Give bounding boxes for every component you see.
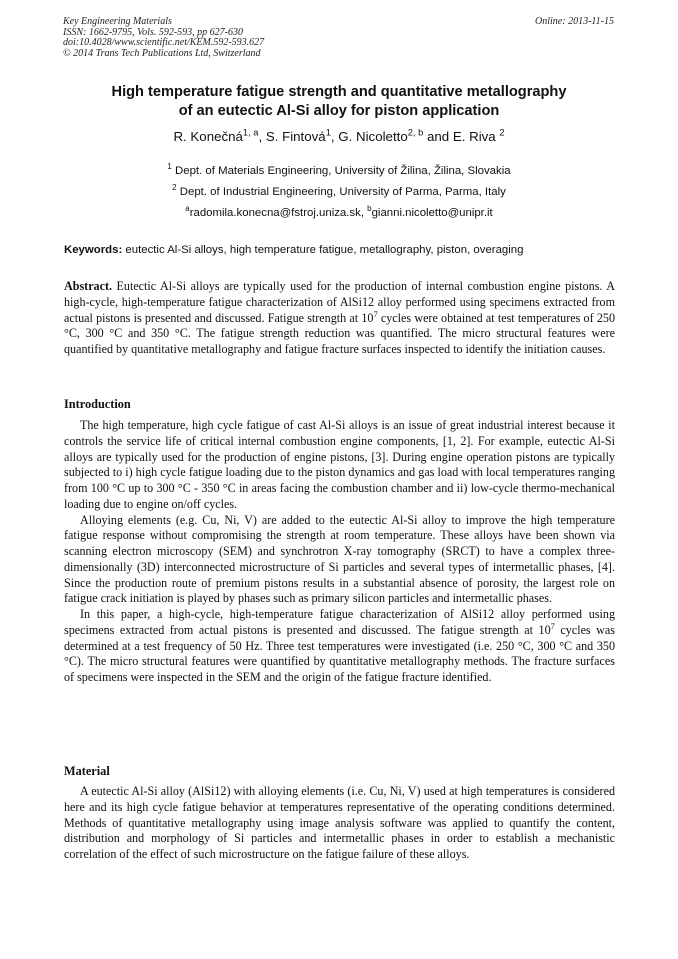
author-fintova: S. Fintová bbox=[265, 129, 326, 144]
abstract-text: Eutectic Al-Si alloys are typically used for the production of internal combustion engine pistons. A high-cycle, high-temperature fatigue characterization of AlSi12 alloy performed using specimens extracted from actual pistons is presented and discussed. Fatigue strength at 10 bbox=[64, 279, 615, 325]
author-sup: 1, a bbox=[242, 127, 259, 138]
keywords-text: eutectic Al-Si alloys, high temperature fatigue, metallography, piston, overaging bbox=[122, 244, 524, 256]
intro-paragraph-3 bbox=[64, 607, 615, 686]
affiliation-text: Dept. of Industrial Engineering, University of Parma, Parma, Italy bbox=[176, 186, 506, 198]
section-heading-material: Material bbox=[64, 764, 110, 778]
affiliation-text: Dept. of Materials Engineering, University of Žilina, Žilina, Slovakia bbox=[171, 165, 511, 177]
exponent: 7 bbox=[550, 620, 555, 631]
intro-paragraph-2: Alloying elements (e.g. Cu, Ni, V) are added to the eutectic Al-Si alloy to improve the high temperature fatigue response without compromising the strength at room temperature. These alloys have been shown via scanning electron microscopy (SEM) and synchrotron X-ray tomography (SRCT) to have a complex three-dimensionally (3D) interconnected microstructure of Si particles and several types of intermetallic phases, [4]. Since the production route of premium pistons results in a substantial absence of porosity, the largest role on fatigue crack initiation is played by phases such as primary silicon particles and intermetallic phases. bbox=[64, 512, 615, 606]
abstract-label: Abstract. bbox=[64, 279, 113, 293]
email-konecna: radomila.konecna@fstroj.uniza.sk, bbox=[189, 207, 368, 219]
author-list bbox=[40, 129, 638, 144]
email-sup: b bbox=[367, 204, 372, 214]
affiliation-1 bbox=[40, 162, 638, 177]
material-paragraph-1: A eutectic Al-Si alloy (AlSi12) with alloying elements (i.e. Cu, Ni, V) used at high temperatures is considered here and its high cycle fatigue behavior at temperatures representative of the operating conditions determined. Methods of quantitative metallography using image analysis software was applied to quantify the content, distribution and morphology of Si particles and intermetallic phases in order to establish a mechanistic correlation of the effect of such microstructure on the fatigue failure of these alloys. bbox=[64, 784, 615, 861]
intro-paragraph-1: The high temperature, high cycle fatigue of cast Al-Si alloys is an issue of great industrial interest because it controls the service life of critical internal combustion engine components, [1, 2]. For example, eutectic Al-Si alloys are typically used for the production of engine pistons, [3]. During engine operation pistons are typically subjected to i) high cycle fatigue loading due to the piston dynamics and gas load with local temperatures ranging from 100 °C up to 300 °C - 350 °C in areas facing the combustion chamber and ii) low-cycle thermo-mechanical loading due to engine on/off cycles. bbox=[64, 418, 615, 511]
email-nicoletto: gianni.nicoletto@unipr.it bbox=[371, 207, 493, 219]
journal-header bbox=[63, 17, 264, 59]
copyright-line: © 2014 Trans Tech Publications Ltd, Switzerland bbox=[63, 47, 261, 59]
journal-name: Key Engineering Materials bbox=[63, 16, 172, 27]
abstract-text: cycles were obtained at test temperatures of 250 °C, 300 °C and 350 °C. The fatigue strength reduction was quantified. The micro structural features were quantified by quantitative metallography and fatigue fracture surfaces inspected to identify the initiation causes. bbox=[64, 310, 615, 356]
material-body bbox=[64, 784, 615, 863]
author-riva: E. Riva bbox=[452, 129, 496, 144]
online-date: Online: 2013-11-15 bbox=[535, 16, 614, 27]
keywords bbox=[64, 244, 624, 256]
section-heading-introduction: Introduction bbox=[64, 397, 131, 411]
author-separator: , bbox=[258, 129, 266, 144]
author-sup: 2 bbox=[499, 127, 505, 138]
introduction-body bbox=[64, 418, 615, 686]
title-line-1: High temperature fatigue strength and quantitative metallography bbox=[111, 84, 567, 100]
author-nicoletto: G. Nicoletto bbox=[338, 129, 408, 144]
author-sup: 1 bbox=[325, 127, 331, 138]
author-separator: and bbox=[423, 129, 453, 144]
affiliation-sup: 2 bbox=[172, 183, 177, 193]
author-emails bbox=[40, 204, 638, 219]
author-separator: , bbox=[330, 129, 339, 144]
author-konecna: R. Konečná bbox=[173, 129, 243, 144]
affiliation-sup: 1 bbox=[167, 162, 172, 172]
paragraph-text: In this paper, a high-cycle, high-temperature fatigue characterization of AlSi12 alloy performed using specimens extracted from actual pistons is presented and discussed. The fatigue strength at 10 bbox=[64, 607, 615, 637]
doi-line: doi:10.4028/www.scientific.net/KEM.592-593.627 bbox=[63, 37, 265, 49]
paper-title bbox=[40, 83, 638, 121]
keywords-label: Keywords: bbox=[64, 244, 123, 256]
paragraph-text: cycles was determined at a test frequency of 50 Hz. Three test temperatures were investigated (i.e. 250 °C, 300 °C and 350 °C). The micro structural features were quantified by quantitative metallography methods. The fracture surfaces of specimens were inspected in the SEM and the origin of the fatigue fracture identified. bbox=[64, 622, 615, 684]
exponent: 7 bbox=[373, 308, 378, 319]
affiliation-2 bbox=[40, 183, 638, 198]
email-sup: a bbox=[185, 204, 190, 214]
abstract bbox=[64, 279, 615, 358]
author-sup: 2, b bbox=[407, 127, 424, 138]
title-line-2: of an eutectic Al-Si alloy for piston application bbox=[178, 103, 500, 119]
issn-line: ISSN: 1662-9795, Vols. 592-593, pp 627-630 bbox=[63, 26, 243, 38]
